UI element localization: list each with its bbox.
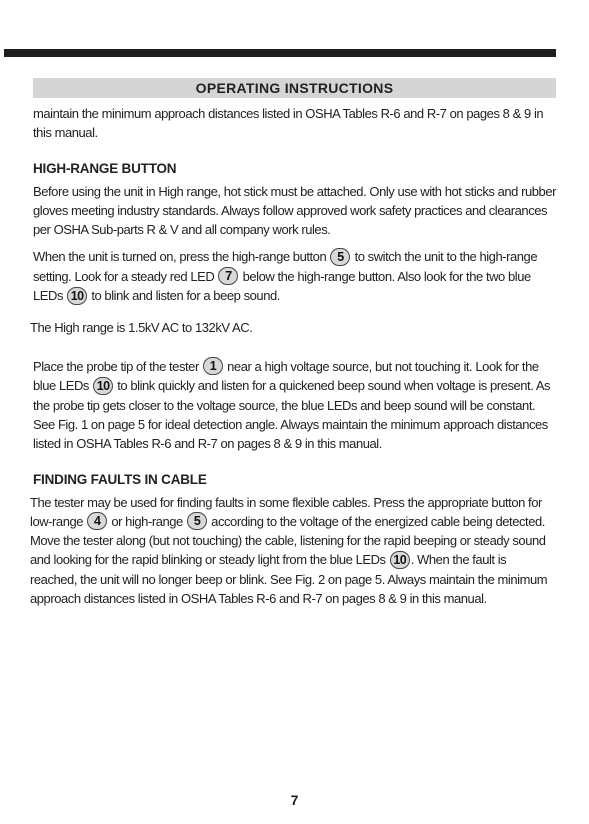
text-run: Place the probe tip of the tester <box>33 358 202 374</box>
callout-number-1: 1 <box>203 357 223 375</box>
callout-number-10: 10 <box>93 377 113 395</box>
text-run: to blink and listen for a beep sound. <box>88 288 280 304</box>
text-run: to blink quickly and listen for a quickened beep sound when voltage is present. As the probe tip gets closer to the voltage source, the blue LEDs and beep sound will be constant. See Fig. 1 on page 5 for ideal detection angle. Always maintain the minimum approach distances listed in OSHA Tables R-6 and R-7 on pages 8 & 9 in this manual. <box>33 378 551 451</box>
text-run: below the high-range button. Also look for the two blue LEDs <box>33 268 531 304</box>
text-run: near a high voltage source, but not touching it. Look for the blue LEDs <box>33 358 539 394</box>
high-range-heading: HIGH-RANGE BUTTON <box>33 161 177 176</box>
text-run: or high-range <box>108 513 187 529</box>
faults-paragraph <box>30 493 556 608</box>
text-run: according to the voltage of the energized cable being detected. Move the tester along (but not touching) the cable, listening for the rapid beeping or steady sound and looking for the rapid blinking or steady light from the blue LEDs <box>30 513 546 568</box>
text-run: The tester may be used for finding faults in some flexible cables. Press the appropriate button for low-range <box>30 494 542 529</box>
callout-number-10: 10 <box>67 287 87 305</box>
text-run: . When the fault is reached, the unit will no longer beep or blink. See Fig. 2 on page 5. Always maintain the minimum approach distances listed in OSHA Tables R-6 and R-7 on pages 8 & 9 in this manual. <box>30 552 548 606</box>
high-range-paragraph-4 <box>33 357 556 453</box>
text-run: When the unit is turned on, press the high-range button <box>33 249 330 264</box>
high-range-paragraph-2 <box>33 247 556 306</box>
callout-number-5: 5 <box>330 248 350 266</box>
high-range-spec: The High range is 1.5kV AC to 132kV AC. <box>30 319 253 335</box>
callout-number-7: 7 <box>218 267 238 285</box>
callout-number-4: 4 <box>87 512 107 530</box>
high-range-paragraph-1: Before using the unit in High range, hot stick must be attached. Only use with hot sticks and rubber gloves meeting industry standards. Always follow approved work safety practices and clearances per OSHA Sub-parts R & V and all company work rules. <box>33 184 556 237</box>
callout-number-5: 5 <box>187 512 207 530</box>
intro-paragraph: maintain the minimum approach distances listed in OSHA Tables R-6 and R-7 on pages 8 & 9 in this manual. <box>33 106 544 140</box>
faults-heading: FINDING FAULTS IN CABLE <box>33 471 207 487</box>
section-banner: OPERATING INSTRUCTIONS <box>33 78 556 98</box>
top-rule <box>4 49 556 57</box>
page-number: 7 <box>290 792 299 808</box>
callout-number-10: 10 <box>390 551 410 569</box>
page-content <box>30 104 556 608</box>
text-run: to switch the unit to the high-range setting. Look for a steady red LED <box>33 249 538 284</box>
